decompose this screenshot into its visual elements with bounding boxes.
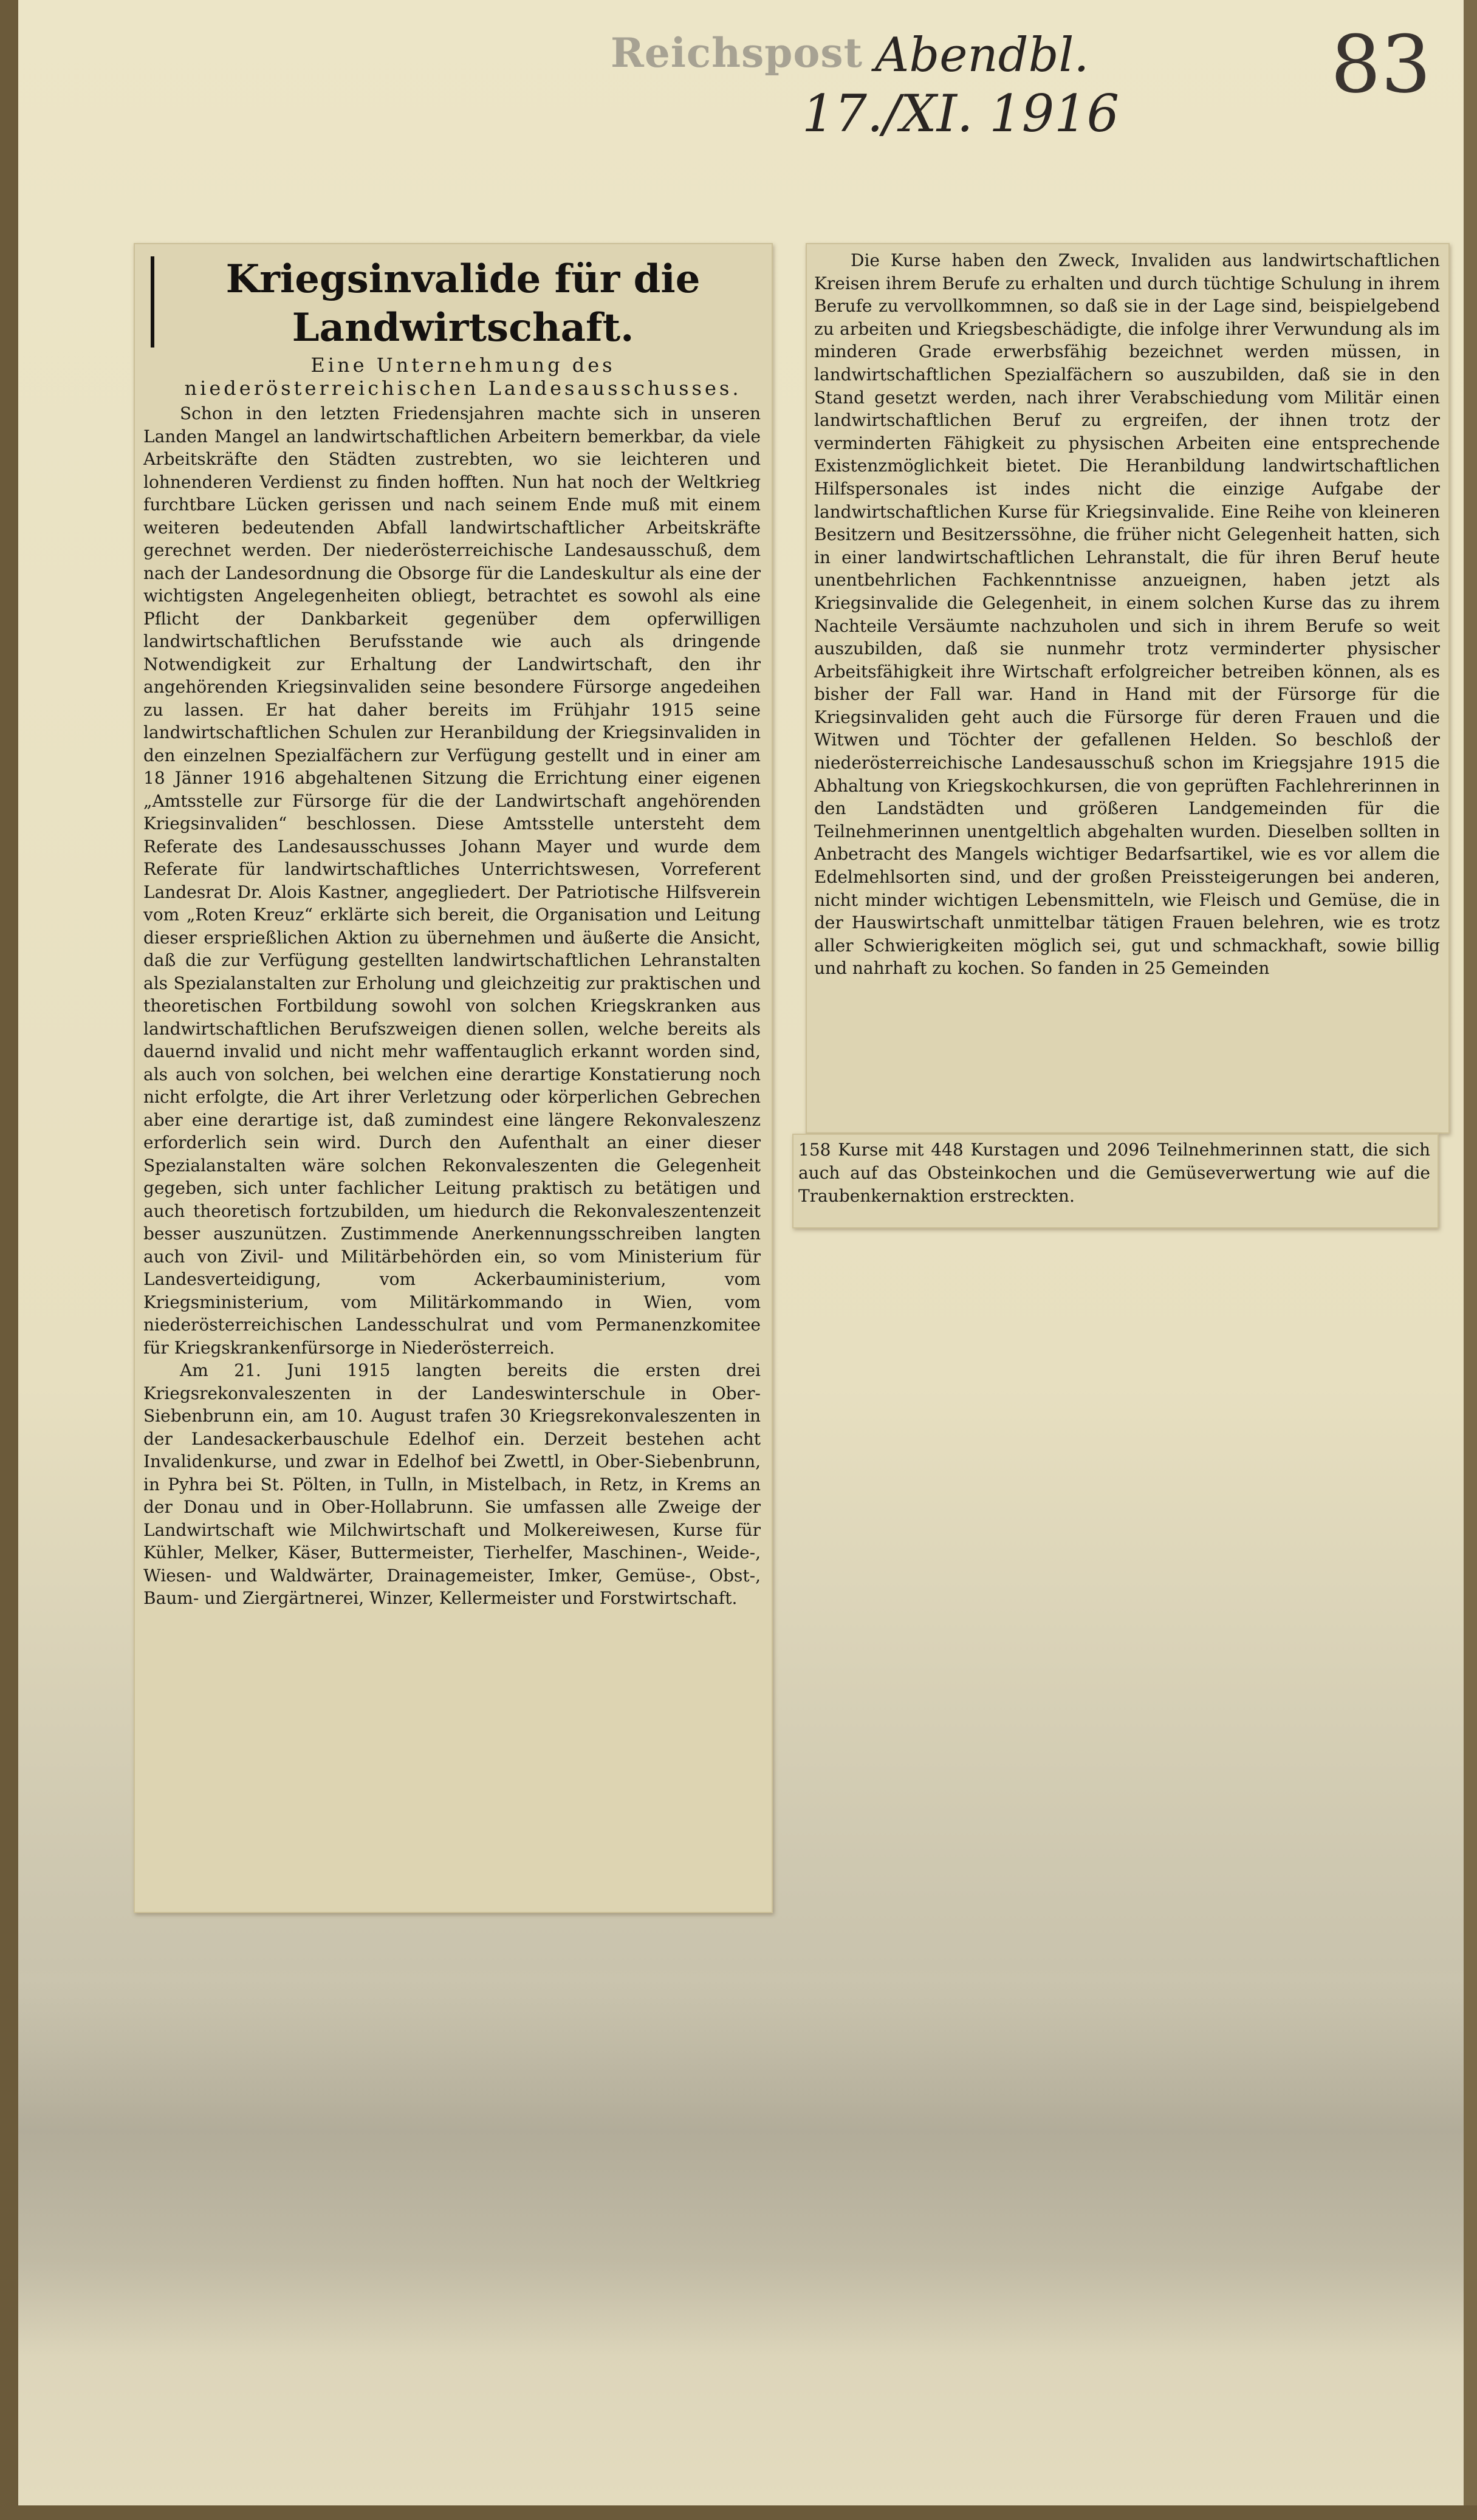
handwritten-date: 17./XI. 1916: [802, 84, 1120, 143]
clipping-right-column: [806, 243, 1450, 1134]
clipping-continuation: [792, 1134, 1439, 1228]
paragraph: Die Kurse haben den Zweck, Invaliden aus landwirtschaftlichen Kreisen ihrem Berufe zu erhalten und durch tüchtige Schulung in ihrem Berufe zu vervollkommnen, so daß sie in der Lage sind, beispielgebend zu arbeiten und Kriegsbeschädigte, die infolge ihrer Verwundung als im minderen Grade erwerbsfähig bezeichnet werden müssen, in landwirtschaftlichen Spezialfächern so auszubilden, daß sie in den Stand gesetzt werden, nach ihrer Verabschiedung vom Militär einen landwirtschaftlichen Beruf zu ergreifen, der ihnen trotz der verminderten Fähigkeit zu physischen Arbeiten eine entsprechende Existenzmöglichkeit bietet. Die Heranbildung landwirtschaftlichen Hilfspersonales ist indes nicht die einzige Aufgabe der landwirtschaftlichen Kurse für Kriegsinvalide. Eine Reihe von kleineren Besitzern und Besitzerssöhne, die früher nicht Gelegenheit hatten, sich in einer landwirtschaftlichen Lehranstalt, die für ihren Beruf heute unentbehrlichen Fachkenntnisse anzueignen, haben jetzt als Kriegsinvalide die Gelegenheit, in einem solchen Kurse das zu ihrem Nachteile Versäumte nachzuholen und sich in ihrem Berufe so weit auszubilden, daß sie nunmehr trotz verminderter physischer Arbeitsfähigkeit ihre Wirtschaft erfolgreicher betreiben können, als es bisher der Fall war. Hand in Hand mit der Fürsorge für die Kriegsinvaliden geht auch die Fürsorge für deren Frauen und die Witwen und Töchter der gefallenen Helden. So beschloß der niederösterreichische Landesausschuß schon im Kriegsjahre 1915 die Abhaltung von Kriegskochkursen, die von geprüften Fachlehrerinnen in den Landstädten und größeren Landgemeinden für die Teilnehmerinnen unentgeltlich abgehalten wurden. Dieselben sollten in Anbetracht des Mangels wichtiger Bedarfsartikel, wie es vor allem die Edelmehlsorten sind, und der großen Preissteigerungen bei anderen, nicht minder wichtigen Lebensmitteln, wie Fleisch und Gemüse, die in der Hauswirtschaft unmittelbar tätigen Frauen belehren, wie es trotz aller Schwierigkeiten möglich sei, gut und schmackhaft, sowie billig und nahrhaft zu kochen. So fanden in 25 Gemeinden: [814, 250, 1440, 979]
clipping-left-column: [134, 243, 773, 1913]
handwritten-page-number: 83: [1331, 18, 1431, 111]
article-subtitle: Eine Unternehmung des niederösterreichischen Landesausschusses.: [184, 354, 742, 400]
scan-edge-bottom: [0, 2505, 1477, 2520]
paragraph: Am 21. Juni 1915 langten bereits die ersten drei Kriegsrekonvaleszenten in der Landeswinterschule in Ober-Siebenbrunn ein, am 10. August trafen 30 Kriegsrekonvaleszenten in der Landesackerbauschule Edelhof ein. Derzeit bestehen acht Invalidenkurse, und zwar in Edelhof bei Zwettl, in Ober-Siebenbrunn, in Pyhra bei St. Pölten, in Tulln, in Mistelbach, in Retz, in Krems an der Donau und in Ober-Hollabrunn. Sie umfassen alle Zweige der Landwirtschaft wie Milchwirtschaft und Molkereiwesen, Kurse für Kühler, Melker, Käser, Buttermeister, Tierhelfer, Maschinen-, Weide-, Wiesen- und Waldwärter, Drainagemeister, Imker, Gemüse-, Obst-, Baum- und Ziergärtnerei, Winzer, Kellermeister und Forstwirtschaft.: [143, 1360, 761, 1608]
paragraph: Schon in den letzten Friedensjahren machte sich in unseren Landen Mangel an landwirtschaftlichen Arbeitern bemerkbar, da viele Arbeitskräfte den Städten zustrebten, wo sie leichteren und lohnenderen Verdienst zu finden hofften. Nun hat noch der Weltkrieg furchtbare Lücken gerissen und nach seinem Ende muß mit einem weiteren bedeutenden Abfall landwirtschaftlicher Arbeitskräfte gerechnet werden. Der niederösterreichische Landesausschuß, dem nach der Landesordnung die Obsorge für die Landeskultur als eine der wichtigsten Angelegenheiten obliegt, betrachtet es sowohl als eine Pflicht der Dankbarkeit gegenüber dem opferwilligen landwirtschaftlichen Berufsstande wie auch als dringende Notwendigkeit zur Erhaltung der Landwirtschaft, den ihr angehörenden Kriegsinvaliden seine besondere Fürsorge angedeihen zu lassen. Er hat daher bereits im Frühjahr 1915 seine landwirtschaftlichen Schulen zur Heranbildung der Kriegsinvaliden in den einzelnen Spezialfächern zur Verfügung gestellt und in einer am 18 Jänner 1916 abgehaltenen Sitzung die Errichtung einer eigenen „Amtsstelle zur Fürsorge für die der Landwirtschaft angehörenden Kriegsinvaliden“ beschlossen. Diese Amtsstelle untersteht dem Referate des Landesausschusses Johann Mayer und wurde dem Referate für landwirtschaftliches Unterrichtswesen, Vorreferent Landesrat Dr. Alois Kastner, angegliedert. Der Patriotische Hilfsverein vom „Roten Kreuz“ erklärte sich bereit, die Organisation und Leitung dieser ersprießlichen Aktion zu übernehmen und äußerte die Ansicht, daß die zur Verfügung gestellten landwirtschaftlichen Lehranstalten als Spezialanstalten zur Erholung und gleichzeitig zur praktischen und theoretischen Fortbildung sowohl von solchen Kriegskranken aus landwirtschaftlichen Berufszweigen dienen sollen, welche bereits als dauernd invalid und nicht mehr waffentauglich erkannt worden sind, als auch von solchen, bei welchen eine derartige Konstatierung noch nicht erfolgte, die Art ihrer Verletzung oder körperlichen Gebrechen aber eine derartige ist, daß zumindest eine längere Rekonvaleszenz erforderlich sein wird. Durch den Aufenthalt an einer dieser Spezialanstalten wäre solchen Rekonvaleszenten die Gelegenheit gegeben, sich unter fachlicher Leitung praktisch zu betätigen und auch theoretisch fortzubilden, um hiedurch die Rekonvaleszentenzeit besser auszunützen. Zustimmende Anerkennungsschreiben langten auch von Zivil- und Militärbehörden ein, so vom Ministerium für Landesverteidigung, vom Ackerbauministerium, vom Kriegsministerium, vom Militärkommando in Wien, vom niederösterreichischen Landesschulrat und vom Permanenzkomitee für Kriegskrankenfürsorge in Niederösterreich.: [143, 403, 761, 1358]
headline-marker: [151, 256, 154, 348]
newspaper-stamp: Reichspost: [611, 29, 863, 77]
article-title: Kriegsinvalide für die Landwirtschaft.: [225, 256, 701, 351]
handwritten-edition: Abendbl.: [875, 28, 1089, 83]
scan-edge-right: [1464, 0, 1477, 2520]
scan-edge-left: [0, 0, 18, 2520]
right-column-text: [814, 249, 1440, 980]
continuation-text: [798, 1138, 1430, 1208]
scan-shadow: [0, 1981, 1477, 2357]
paragraph: 158 Kurse mit 448 Kurstagen und 2096 Teilnehmerinnen statt, die sich auch auf das Obsteinkochen und die Gemüseverwertung wie auf die Traubenkernaktion erstreckten.: [798, 1140, 1430, 1206]
left-column-text: [143, 402, 761, 1610]
